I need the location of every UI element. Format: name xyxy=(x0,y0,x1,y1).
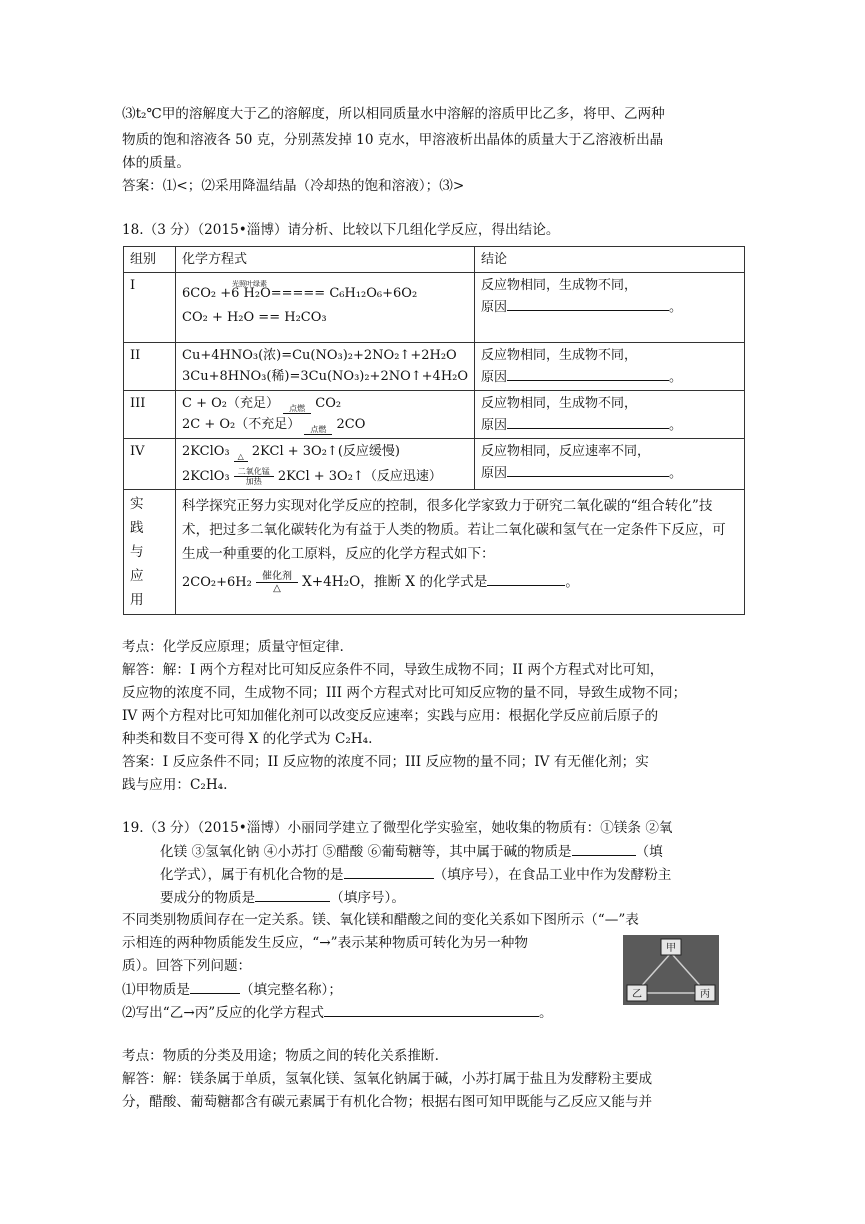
jieda-line: 反应物的浓度不同，生成物不同；III 两个方程式对比可知反应物的量不同，导致生成物不同； xyxy=(122,685,687,701)
q19-line6: 示相连的两种物质能发生反应，“→”表示某种物质可转化为另一种物 xyxy=(122,935,528,951)
practice-label: 实践与应用 xyxy=(124,490,176,615)
q19-line4: 要成分的物质是 （填序号）。 xyxy=(160,887,744,909)
conclusion-cell xyxy=(475,273,745,343)
jieda-line: 解答：解：I 两个方程对比可知反应条件不同，导致生成物不同；II 两个方程式对比可知， xyxy=(122,662,664,678)
condition-label: 加热 xyxy=(245,477,262,486)
equation: CO₂ xyxy=(315,396,342,411)
q19-line9: ⑵写出“乙→丙”反应的化学方程式 。 xyxy=(122,1002,622,1024)
group-label: IV xyxy=(124,439,176,490)
answer-blank[interactable] xyxy=(190,979,240,994)
equation: C₆H₁₂O₆+6O₂ xyxy=(325,286,418,301)
node-jia: 甲 xyxy=(666,943,676,954)
condition-label: 催化剂 xyxy=(261,571,292,582)
reason-label: 原因 xyxy=(481,418,508,433)
equation: CO₂ + H₂O == H₂CO₃ xyxy=(182,310,327,325)
period: 。 xyxy=(669,300,683,315)
group-label: I xyxy=(124,273,176,343)
q19-line5: 不同类别物质间存在一定关系。镁、氧化镁和醋酸之间的变化关系如下图所示（“—”表 xyxy=(122,912,639,928)
kaodian: 考点：化学反应原理；质量守恒定律. xyxy=(122,639,344,655)
q17-line2: 物质的饱和溶液各 50 克，分别蒸发掉 10 克水，甲溶液析出晶体的质量大于乙溶液析出晶 xyxy=(122,132,664,148)
jieda-line: 种类和数目不变可得 X 的化学式为 C₂H₄. xyxy=(122,731,373,747)
q19-line7: 质）。回答下列问题： xyxy=(122,958,252,974)
equation: 2CO xyxy=(336,417,366,432)
equation: 6CO₂ +6 H₂O xyxy=(182,286,271,301)
condition-label: 点燃 xyxy=(310,425,327,434)
answer-line: 践与应用：C₂H₄. xyxy=(122,777,228,793)
answer-blank[interactable] xyxy=(507,462,669,477)
condition-label: 点燃 xyxy=(289,404,306,413)
equation: 2KClO₃ xyxy=(182,469,230,484)
equation: 2C + O₂（不充足） xyxy=(182,417,301,432)
period: 。 xyxy=(565,575,579,590)
equation: 2KCl + 3O₂↑(反应缓慢) xyxy=(251,444,400,459)
equation: X+4H₂O，推断 X 的化学式是 xyxy=(302,574,488,590)
equation: 3Cu+8HNO₃(稀)=3Cu(NO₃)₂+2NO↑+4H₂O xyxy=(182,369,469,384)
condition-label: △ xyxy=(273,583,281,594)
answer-blank[interactable] xyxy=(255,887,330,902)
equations-cell xyxy=(176,439,475,490)
period: 。 xyxy=(669,466,683,481)
table-row xyxy=(124,391,745,439)
period: 。 xyxy=(669,370,683,385)
group-label: II xyxy=(124,343,176,391)
reaction-table xyxy=(123,246,745,615)
equation: 2KCl + 3O₂↑（反应迅速） xyxy=(277,469,442,484)
q19-line2: 化镁 ③氢氧化钠 ④小苏打 ⑤醋酸 ⑥葡萄糖等，其中属于碱的物质是 （填 xyxy=(160,841,744,863)
answer-blank[interactable] xyxy=(487,571,565,586)
header-conclusion: 结论 xyxy=(475,247,745,273)
condition-label: △ xyxy=(237,452,244,461)
table-row xyxy=(124,343,745,391)
equation: Cu+4HNO₃(浓)=Cu(NO₃)₂+2NO₂↑+2H₂O xyxy=(182,348,457,363)
reason-label: 原因 xyxy=(481,466,508,481)
header-group: 组别 xyxy=(124,247,176,273)
node-bing: 丙 xyxy=(700,989,710,1000)
answer-blank[interactable] xyxy=(344,864,434,879)
relation-diagram-svg xyxy=(623,935,719,1005)
equations-cell xyxy=(176,273,475,343)
period: 。 xyxy=(669,418,683,433)
q17-answer: 答案：⑴<；⑵采用降温结晶（冷却热的饱和溶液）；⑶> xyxy=(122,178,465,194)
answer-blank[interactable] xyxy=(507,414,669,429)
reason-label: 原因 xyxy=(481,300,508,315)
equation: 2CO₂+6H₂ xyxy=(182,575,252,590)
equations-cell xyxy=(176,343,475,391)
conclusion-text: 反应物相同，反应速率不同， xyxy=(481,444,651,459)
conclusion-text: 反应物相同，生成物不同， xyxy=(481,348,638,363)
equals-sign: ===== xyxy=(270,286,326,301)
conclusion-cell xyxy=(475,439,745,490)
equations-cell xyxy=(176,391,475,439)
relation-diagram xyxy=(623,935,719,1005)
jieda-line: IV 两个方程对比可知加催化剂可以改变反应速率；实践与应用：根据化学反应前后原子的 xyxy=(122,708,659,724)
table-row xyxy=(124,490,745,615)
answer-blank[interactable] xyxy=(572,841,636,856)
q19-line3: 化学式），属于有机化合物的是 （填序号），在食品工业中作为发酵粉主 xyxy=(160,864,744,886)
practice-cell xyxy=(176,490,745,615)
answer-blank[interactable] xyxy=(507,296,669,311)
condition-label: 二氧化锰 xyxy=(237,467,270,476)
header-equation: 化学方程式 xyxy=(176,247,475,273)
table-row xyxy=(124,273,745,343)
q19-kaodian: 考点：物质的分类及用途；物质之间的转化关系推断. xyxy=(122,1048,439,1064)
conclusion-cell xyxy=(475,391,745,439)
equation: C + O₂（充足） xyxy=(182,396,279,411)
conclusion-text: 反应物相同，生成物不同， xyxy=(481,396,638,411)
q19-jieda2: 分，醋酸、葡萄糖都含有碳元素属于有机化合物；根据右图可知甲既能与乙反应又能与并 xyxy=(122,1094,653,1110)
answer-line: 答案：I 反应条件不同；II 反应物的浓度不同；III 反应物的量不同；IV 有无催化剂；实 xyxy=(122,754,649,770)
equation: 2KClO₃ xyxy=(182,444,230,459)
answer-blank[interactable] xyxy=(324,1002,539,1017)
reason-label: 原因 xyxy=(481,370,508,385)
group-label: III xyxy=(124,391,176,439)
q19-line1: 19.（3 分）（2015•淄博）小丽同学建立了微型化学实验室，她收集的物质有：①镁条 ②氧 xyxy=(122,820,673,836)
table-row xyxy=(124,439,745,490)
node-yi: 乙 xyxy=(632,989,642,1000)
conclusion-cell xyxy=(475,343,745,391)
table-header-row xyxy=(124,247,745,273)
condition-label: 光照叶绿素 xyxy=(232,280,267,288)
q17-line3: 体的质量。 xyxy=(122,155,190,171)
conclusion-text: 反应物相同，生成物不同， xyxy=(481,278,638,293)
answer-blank[interactable] xyxy=(507,366,669,381)
q19-line8: ⑴甲物质是 （填完整名称）； xyxy=(122,979,622,1001)
practice-text: 科学探究正努力实现对化学反应的控制，很多化学家致力于研究二氧化碳的“组合转化”技术，把过多二氧化碳转化为有益于人类的物质。若让二氧化碳和氢气在一定条件下反应，可生成一种重要的化工原料，反应的化学方程式如下： xyxy=(182,498,726,562)
q17-line1: ⑶t₂℃甲的溶解度大于乙的溶解度，所以相同质量水中溶解的溶质甲比乙多，将甲、乙两种 xyxy=(122,106,665,122)
q19-jieda1: 解答：解：镁条属于单质，氢氧化镁、氢氧化钠属于碱，小苏打属于盐且为发酵粉主要成 xyxy=(122,1071,653,1087)
q18-stem: 18.（3 分）（2015•淄博）请分析、比较以下几组化学反应，得出结论。 xyxy=(122,222,560,238)
